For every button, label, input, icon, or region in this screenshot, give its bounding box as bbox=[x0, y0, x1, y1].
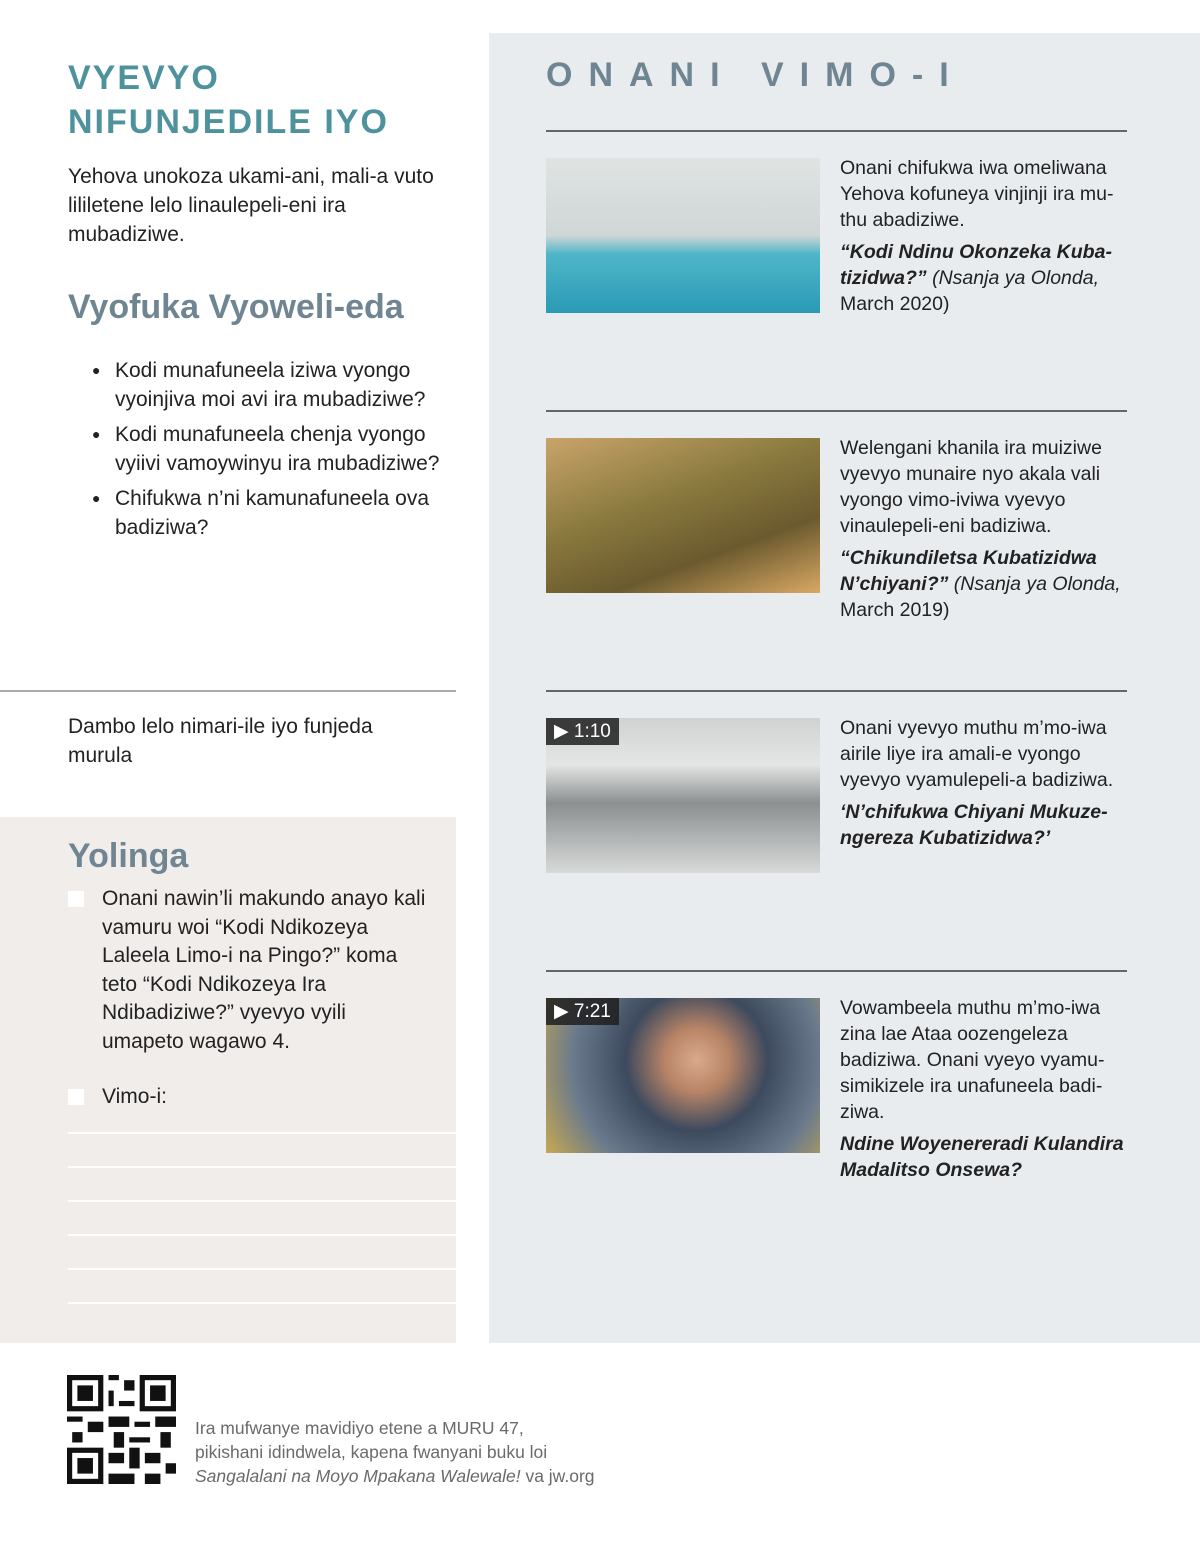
goal-item-text: Onani nawin’li makundo anayo kali vamuru woi “Kodi Ndikozeya Laleela Limo-i na Pingo?” koma teto “Kodi Ndikozeya Ira Ndibadiziwe?” vyevyo vyili umapeto wagawo 4. bbox=[102, 887, 426, 1053]
divider bbox=[546, 130, 1127, 132]
video-thumbnail[interactable] bbox=[546, 718, 820, 873]
date: March 2019) bbox=[840, 599, 950, 621]
website-link[interactable]: va jw.org bbox=[520, 1466, 595, 1486]
intro-text: Yehova unokoza ukami-ani, mali-a vuto lilileten​e lelo linaulepeli-eni ira mubadiziwe. bbox=[68, 165, 434, 246]
goal-item bbox=[68, 1083, 428, 1112]
question-item: ● Kodi munafuneela iziwa vyongo vyoinjiva moi avi ira mubadiziwe? bbox=[92, 356, 462, 414]
baptism-image[interactable] bbox=[546, 158, 820, 313]
source: (Nsanja ya Olonda, bbox=[926, 267, 1100, 289]
date: March 2020) bbox=[840, 293, 950, 315]
footer-line: pikishani idindwela, kapena fwanyani buku loi bbox=[195, 1442, 548, 1462]
footer-text bbox=[195, 1416, 595, 1488]
write-line[interactable] bbox=[68, 1234, 456, 1236]
qr-code-icon[interactable] bbox=[67, 1375, 176, 1484]
checkbox[interactable] bbox=[68, 891, 84, 907]
panel-title: ONANI VIMO-I bbox=[546, 56, 965, 94]
article-link[interactable]: “Kodi Ndinu Okonzeka Kubatizidwa?” bbox=[840, 241, 1112, 289]
divider bbox=[546, 410, 1127, 412]
item-text: Welengani khanila ira muiziwe vyevyo munaire nyo akala vali vyongo vimo-iviwa vyevyo vinaulepeli-eni badiziwa. bbox=[840, 437, 1102, 537]
question-item: ● Kodi munafuneela chenja vyongo vyiivi vamoywinyu ira mubadiziwe? bbox=[92, 420, 462, 478]
question-item: ● Chifukwa n’ni kamunafuneela ova badiziwa? bbox=[92, 484, 462, 542]
title-line: NIFUNJEDILE IYO bbox=[68, 103, 389, 141]
section-title bbox=[68, 56, 389, 144]
article-link[interactable]: “Chikundiletsa Kubatizidwa N’chiyani?” bbox=[840, 547, 1097, 595]
video-duration: ▶ 1:10 bbox=[546, 718, 619, 745]
divider bbox=[0, 690, 456, 692]
video-thumbnail[interactable] bbox=[546, 998, 820, 1153]
write-line[interactable] bbox=[68, 1166, 456, 1168]
checkbox[interactable] bbox=[68, 1089, 84, 1105]
review-title: Vyofuka Vyoweli-eda bbox=[68, 288, 404, 326]
goal-item-text: Vimo-i: bbox=[102, 1085, 167, 1108]
painting-image[interactable] bbox=[546, 438, 820, 593]
book-title: Sangalalani na Moyo Mpakana Walewale! bbox=[195, 1466, 521, 1486]
resource-item bbox=[840, 155, 1130, 317]
resource-item bbox=[840, 995, 1130, 1183]
footer-line: Ira mufwanye mavidiyo etene a MURU 47, bbox=[195, 1418, 524, 1438]
video-link[interactable]: ‘N’chifukwa Chiyani Mukuzengereza Kubatizidwa?’ bbox=[840, 801, 1108, 849]
video-duration: ▶ 7:21 bbox=[546, 998, 619, 1025]
divider bbox=[546, 690, 1127, 692]
resource-item bbox=[840, 715, 1130, 851]
write-line[interactable] bbox=[68, 1268, 456, 1270]
write-line[interactable] bbox=[68, 1200, 456, 1202]
goal-title: Yolinga bbox=[68, 837, 189, 875]
title-line: VYEVYO bbox=[68, 59, 220, 97]
video-link[interactable]: Ndine Woyenereradi Kulandira Madalitso Onsewa? bbox=[840, 1133, 1124, 1181]
item-text: Onani vyevyo muthu m’mo-iwa airile liye ira amali-e vyongo vyevyo vyamulepeli-a badiziwa. bbox=[840, 717, 1114, 791]
question-list bbox=[92, 356, 462, 548]
note-text: Dambo lelo nimari-ile iyo funjeda murula bbox=[68, 715, 373, 767]
goal-item bbox=[68, 885, 428, 1056]
write-line[interactable] bbox=[68, 1302, 456, 1304]
source: (Nsanja ya Olonda, bbox=[948, 573, 1121, 595]
resource-item bbox=[840, 435, 1130, 623]
divider bbox=[546, 970, 1127, 972]
item-text: Onani chifukwa iwa omeliwana Yehova kofuneya vinjinji ira muthu abadiziwe. bbox=[840, 157, 1114, 231]
write-line[interactable] bbox=[68, 1132, 456, 1134]
item-text: Vowambeela muthu m’mo-iwa zina lae Ataa oozengeleza badiziwa. Onani vyeyo vyamusimikizele ira unafuneela badiziwa. bbox=[840, 997, 1105, 1123]
goal-box bbox=[0, 817, 456, 1343]
